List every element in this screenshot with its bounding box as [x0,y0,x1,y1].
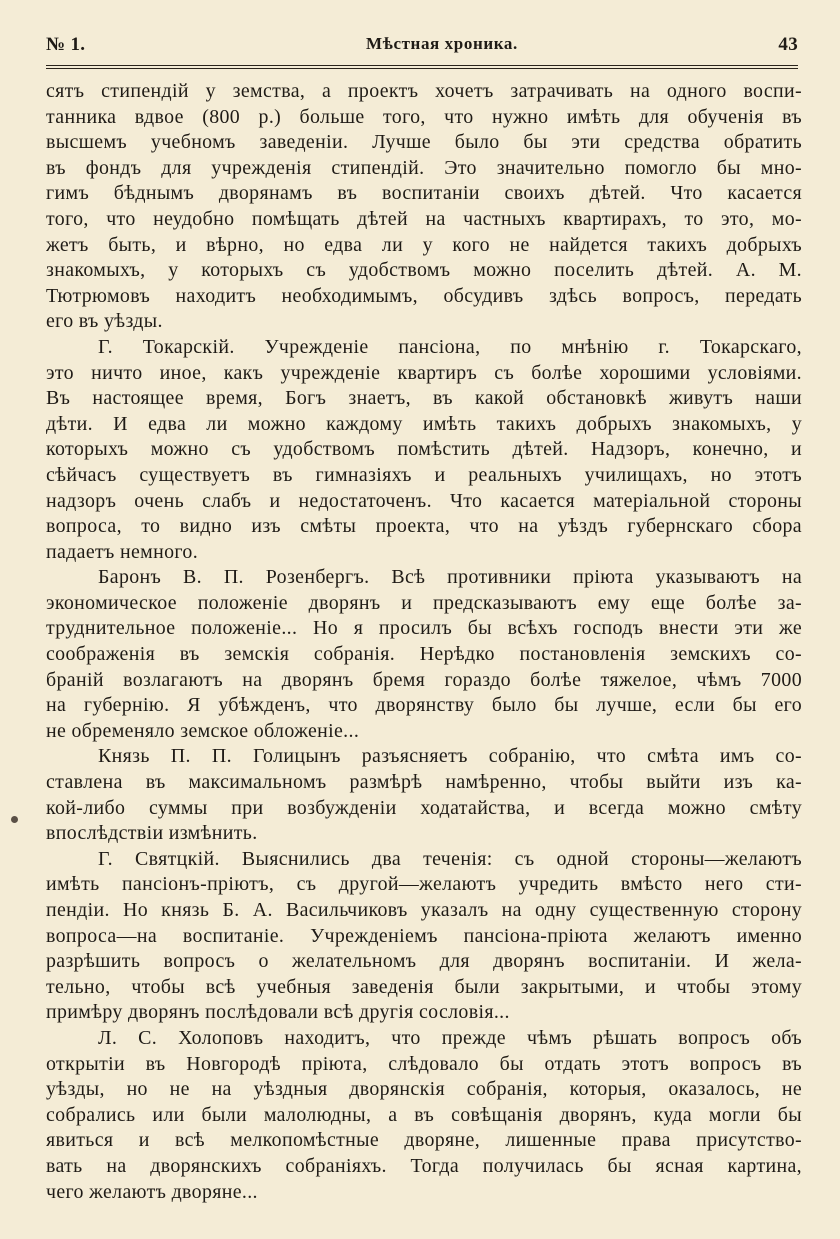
text-line: кой-либо суммы при возбужденіи ходатайства, и всегда можно смѣту [46,796,802,819]
running-header [46,30,798,60]
text-line: надзоръ очень слабъ и недостаточенъ. Что касается матеріальной стороны [46,489,802,512]
page-number: 43 [778,34,798,55]
text-line: имѣть пансіонъ-пріютъ, съ другой—желаютъ учредить вмѣсто него сти- [46,873,802,896]
text-line: разрѣшить вопросъ о желательномъ для дворянъ воспитаніи. И жела- [46,950,802,973]
text-line: танника вдвое (800 р.) больше того, что нужно имѣть для обученія въ [46,105,802,128]
text-line: Въ настоящее время, Богъ знаетъ, въ какой обстановкѣ живутъ наши [46,387,802,410]
text-line: экономическое положеніе дворянъ и предсказываютъ ему еще болѣе за- [46,591,802,614]
text-line: явиться и всѣ мелкопомѣстные дворяне, лишенные права присутство- [46,1129,802,1152]
text-line: падаетъ немного. [46,540,199,563]
text-line: впослѣдствіи измѣнить. [46,822,258,845]
text-line: сѣйчасъ существуетъ въ гимназіяхъ и реальныхъ училищахъ, но этотъ [46,463,802,486]
text-line: вопроса, то видно изъ смѣты проекта, что на уѣздъ губернскаго сбора [46,515,802,538]
text-line: Тютрюмовъ находитъ необходимымъ, обсудивъ здѣсь вопросъ, передать [46,284,802,307]
issue-number: № 1. [46,34,86,55]
text-line: ставлена въ максимальномъ размѣрѣ намѣренно, чтобы выйти изъ ка- [46,771,802,794]
text-line: гимъ бѣднымъ дворянамъ въ воспитаніи своихъ дѣтей. Что касается [46,182,802,205]
text-line: Г. Токарскій. Учрежденіе пансіона, по мнѣнію г. Токарскаго, [98,335,802,358]
margin-dot-mark [11,816,18,823]
text-line: жетъ быть, и вѣрно, но едва ли у кого не найдется такихъ добрыхъ [46,233,802,256]
text-line: Князь П. П. Голицынъ разъясняетъ собранію, что смѣта имъ со- [98,745,802,768]
header-rule [46,65,798,66]
section-title: Мѣстная хроника. [366,34,518,53]
text-line: на губернію. Я убѣжденъ, что дворянству было бы лучше, если бы его [46,694,802,717]
text-line: въ фондъ для учрежденія стипендій. Это значительно помогло бы мно- [46,156,802,179]
text-line: тельно, чтобы всѣ учебныя заведенія были закрытыми, и чтобы этому [46,975,802,998]
text-line: чего желаютъ дворяне... [46,1180,258,1203]
body-text [46,79,802,1205]
text-line: браній возлагаютъ на дворянъ бремя гораздо болѣе тяжелое, чѣмъ 7000 [46,668,802,691]
text-line: того, что неудобно помѣщать дѣтей на частныхъ квартирахъ, то это, мо- [46,207,802,230]
header-rule-double [46,68,798,69]
text-line: это ничто иное, какъ учрежденіе квартиръ съ болѣе хорошими условіями. [46,361,802,384]
text-line: примѣру дворянъ послѣдовали всѣ другія сословія... [46,1001,510,1024]
text-line: уѣзды, но не на уѣздныя дворянскія собранія, которыя, оказалось, не [46,1078,802,1101]
text-line: соображенія въ земскія собранія. Нерѣдко постановленія земскихъ со- [46,643,802,666]
text-line: не обременяло земское обложеніе... [46,719,360,742]
text-line: высшемъ учебномъ заведеніи. Лучше было бы эти средства обратить [46,131,802,154]
text-line: сятъ стипендій у земства, а проектъ хочетъ затрачивать на одного воспи- [46,80,802,102]
text-line: Л. С. Холоповъ находитъ, что прежде чѣмъ рѣшать вопросъ объ [98,1026,802,1049]
text-line: Г. Святцкій. Выяснились два теченія: съ одной стороны—желаютъ [98,847,802,870]
text-line: его въ уѣзды. [46,310,163,333]
text-line: пендіи. Но князь Б. А. Васильчиковъ указалъ на одну существенную сторону [46,899,802,921]
text-line: Баронъ В. П. Розенбергъ. Всѣ противники пріюта указываютъ на [98,566,802,589]
text-line: вопроса—на воспитаніе. Учрежденіемъ пансіона-пріюта желаютъ именно [46,924,802,947]
text-line: собрались или были малолюдны, а въ совѣщанія дворянъ, куда могли бы [46,1103,802,1126]
text-line: открытіи въ Новгородѣ пріюта, слѣдовало бы отдать этотъ вопросъ въ [46,1052,802,1075]
text-line: которыхъ можно съ удобствомъ помѣстить дѣтей. Надзоръ, конечно, и [46,438,802,461]
text-line: дѣти. И едва ли можно каждому имѣть такихъ добрыхъ знакомыхъ, у [46,412,802,435]
text-line: труднительное положеніе... Но я просилъ бы всѣхъ господъ внести эти же [46,617,802,640]
text-line: вать на дворянскихъ собраніяхъ. Тогда получилась бы ясная картина, [46,1154,802,1177]
text-line: знакомыхъ, у которыхъ съ удобствомъ можно поселить дѣтей. А. М. [46,259,802,282]
